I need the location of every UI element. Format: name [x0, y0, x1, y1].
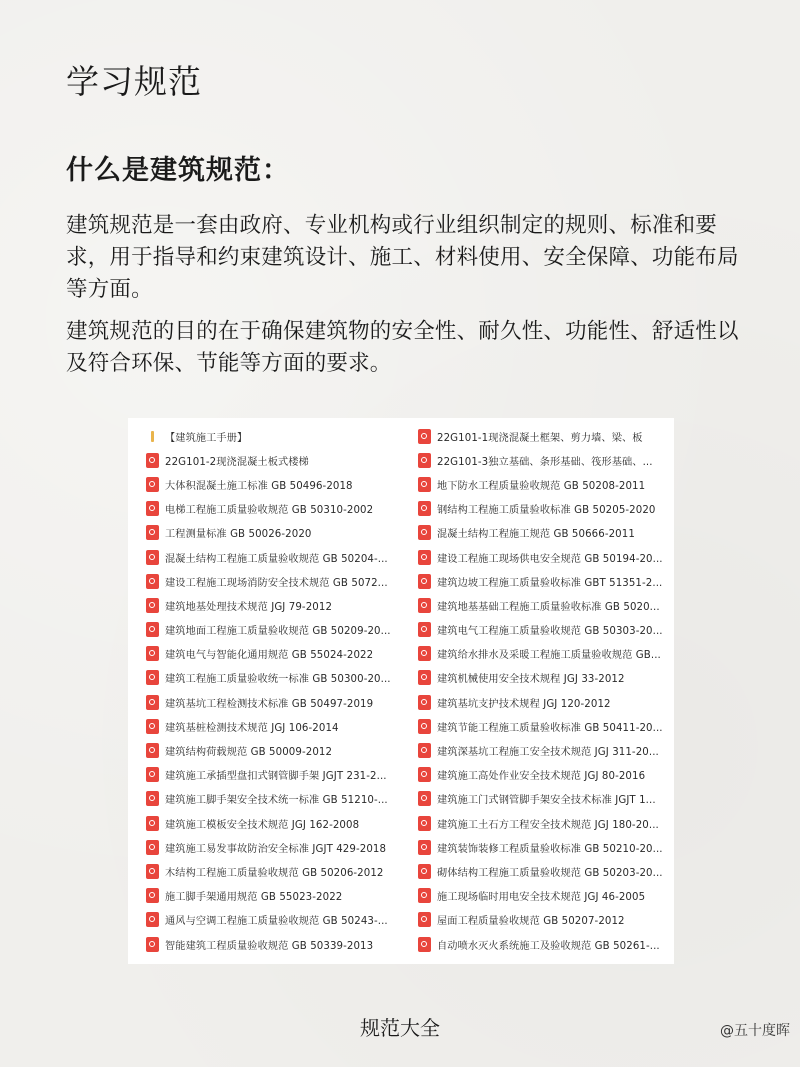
pdf-icon: [146, 501, 159, 516]
pdf-icon: [146, 840, 159, 855]
file-name: 建筑深基坑工程施工安全技术规范 JGJ 311-20...: [437, 747, 659, 759]
file-name: 22G101-2现浇混凝土板式楼梯: [165, 456, 309, 468]
file-list-item[interactable]: [128, 521, 400, 545]
file-list-grid: [128, 424, 674, 956]
file-name: 大体积混凝土施工标准 GB 50496-2018: [165, 480, 353, 492]
file-name: 通风与空调工程施工质量验收规范 GB 50243-...: [165, 916, 388, 928]
file-name: 木结构工程施工质量验收规范 GB 50206-2012: [165, 867, 384, 879]
file-list-item[interactable]: [128, 787, 400, 811]
file-name: 建筑施工承插型盘扣式钢管脚手架 JGJT 231-2...: [165, 771, 387, 783]
pdf-icon: [418, 574, 431, 589]
file-name: 建筑基桩检测技术规范 JGJ 106-2014: [165, 722, 339, 734]
pdf-icon: [146, 888, 159, 903]
file-name: 建筑地基处理技术规范 JGJ 79-2012: [165, 601, 333, 613]
file-list-item[interactable]: [128, 424, 400, 448]
file-list-item[interactable]: [128, 714, 400, 738]
file-list-item[interactable]: [400, 787, 672, 811]
pdf-icon: [418, 767, 431, 782]
file-name: 建筑施工高处作业安全技术规范 JGJ 80-2016: [437, 771, 646, 783]
file-list-item[interactable]: [400, 738, 672, 762]
file-list-item[interactable]: [400, 763, 672, 787]
file-name: 建筑电气工程施工质量验收规范 GB 50303-20...: [437, 626, 663, 638]
file-list-item[interactable]: [400, 690, 672, 714]
file-name: 【建筑施工手册】: [165, 432, 248, 444]
pdf-icon: [146, 453, 159, 468]
file-list-item[interactable]: [128, 593, 400, 617]
pdf-icon: [146, 670, 159, 685]
pdf-icon: [146, 574, 159, 589]
pdf-icon: [418, 791, 431, 806]
file-name: 建筑施工门式钢管脚手架安全技术标准 JGJT 1...: [437, 795, 656, 807]
file-name: 建筑施工脚手架安全技术统一标准 GB 51210-...: [165, 795, 388, 807]
pdf-icon: [418, 743, 431, 758]
file-name: 混凝土结构工程施工规范 GB 50666-2011: [437, 529, 635, 541]
file-list-item[interactable]: [128, 835, 400, 859]
pdf-icon: [418, 816, 431, 831]
pdf-icon: [146, 525, 159, 540]
file-list-item[interactable]: [400, 569, 672, 593]
file-list-item[interactable]: [128, 569, 400, 593]
pdf-icon: [146, 598, 159, 613]
file-name: 地下防水工程质量验收规范 GB 50208-2011: [437, 480, 646, 492]
file-name: 建筑施工模板安全技术规范 JGJ 162-2008: [165, 819, 360, 831]
file-name: 建筑节能工程施工质量验收标准 GB 50411-20...: [437, 722, 663, 734]
file-list-item[interactable]: [400, 497, 672, 521]
pdf-icon: [146, 864, 159, 879]
file-name: 屋面工程质量验收规范 GB 50207-2012: [437, 916, 625, 928]
file-list-item[interactable]: [400, 811, 672, 835]
pdf-icon: [146, 550, 159, 565]
file-list-item[interactable]: [400, 545, 672, 569]
file-list-item[interactable]: [128, 642, 400, 666]
file-list-item[interactable]: [128, 497, 400, 521]
page-title: 学习规范: [66, 62, 202, 101]
pdf-icon: [418, 550, 431, 565]
paragraph-purpose: 建筑规范的目的在于确保建筑物的安全性、耐久性、功能性、舒适性以及符合环保、节能等方面的要求。: [66, 319, 739, 376]
pdf-icon: [418, 695, 431, 710]
pdf-icon: [418, 840, 431, 855]
file-list-item[interactable]: [400, 932, 672, 956]
file-list-item[interactable]: [128, 884, 400, 908]
file-list-item[interactable]: [128, 738, 400, 762]
pdf-icon: [146, 743, 159, 758]
file-list-item[interactable]: [400, 859, 672, 883]
file-name: 砌体结构工程施工质量验收规范 GB 50203-20...: [437, 867, 663, 879]
pdf-icon: [146, 622, 159, 637]
file-list-item[interactable]: [400, 593, 672, 617]
pdf-icon: [418, 598, 431, 613]
file-list-item[interactable]: [128, 859, 400, 883]
file-name: 建筑结构荷载规范 GB 50009-2012: [165, 747, 333, 759]
file-list-item[interactable]: [128, 763, 400, 787]
file-list-item[interactable]: [400, 618, 672, 642]
file-name: 建筑工程施工质量验收统一标准 GB 50300-20...: [165, 674, 391, 686]
pdf-icon: [146, 912, 159, 927]
file-name: 自动喷水灭火系统施工及验收规范 GB 50261-...: [437, 940, 660, 952]
pdf-icon: [146, 477, 159, 492]
file-name: 建筑施工土石方工程安全技术规范 JGJ 180-20...: [437, 819, 659, 831]
file-list-item[interactable]: [128, 666, 400, 690]
file-name: 建筑边坡工程施工质量验收标准 GBT 51351-2...: [437, 577, 663, 589]
file-name: 建筑地面工程施工质量验收规范 GB 50209-20...: [165, 626, 391, 638]
file-list-item[interactable]: [128, 932, 400, 956]
pdf-icon: [146, 695, 159, 710]
pdf-icon: [418, 453, 431, 468]
file-name: 钢结构工程施工质量验收标准 GB 50205-2020: [437, 505, 656, 517]
file-list-item[interactable]: [400, 908, 672, 932]
pdf-icon: [418, 622, 431, 637]
file-name: 智能建筑工程质量验收规范 GB 50339-2013: [165, 940, 374, 952]
file-list-item[interactable]: [400, 521, 672, 545]
file-name: 22G101-1现浇混凝土框架、剪力墙、梁、板: [437, 432, 643, 444]
file-list-item[interactable]: [400, 666, 672, 690]
file-name: 建筑机械使用安全技术规程 JGJ 33-2012: [437, 674, 625, 686]
file-name: 建设工程施工现场供电安全规范 GB 50194-20...: [437, 553, 663, 565]
pdf-icon: [418, 501, 431, 516]
file-name: 混凝土结构工程施工质量验收规范 GB 50204-...: [165, 553, 388, 565]
pdf-icon: [418, 477, 431, 492]
pdf-icon: [146, 937, 159, 952]
caption: 规范大全: [360, 1016, 440, 1040]
pdf-icon: [418, 719, 431, 734]
file-name: 建筑基坑工程检测技术标准 GB 50497-2019: [165, 698, 374, 710]
pdf-icon: [418, 429, 431, 444]
file-list-item[interactable]: [400, 472, 672, 496]
file-list-item[interactable]: [400, 448, 672, 472]
folder-icon: [146, 429, 159, 444]
file-list-item[interactable]: [128, 448, 400, 472]
file-list-screenshot: [128, 418, 674, 964]
paragraph-definition: 建筑规范是一套由政府、专业机构或行业组织制定的规则、标准和要求，用于指导和约束建筑设计、施工、材料使用、安全保障、功能布局等方面。: [66, 213, 739, 302]
pdf-icon: [418, 525, 431, 540]
file-name: 建设工程施工现场消防安全技术规范 GB 5072...: [165, 577, 388, 589]
pdf-icon: [418, 646, 431, 661]
file-list-item[interactable]: [128, 472, 400, 496]
file-name: 建筑装饰装修工程质量验收标准 GB 50210-20...: [437, 843, 663, 855]
file-name: 建筑给水排水及采暖工程施工质量验收规范 GB...: [437, 650, 661, 662]
file-list-item[interactable]: [128, 908, 400, 932]
file-list-item[interactable]: [128, 811, 400, 835]
file-name: 建筑施工易发事故防治安全标准 JGJT 429-2018: [165, 843, 387, 855]
pdf-icon: [418, 864, 431, 879]
author-watermark: @五十度晖: [720, 1023, 790, 1039]
pdf-icon: [146, 816, 159, 831]
file-list-item[interactable]: [400, 714, 672, 738]
file-list-item[interactable]: [400, 424, 672, 448]
file-name: 建筑电气与智能化通用规范 GB 55024-2022: [165, 650, 374, 662]
file-name: 工程测量标准 GB 50026-2020: [165, 529, 312, 541]
section-heading: 什么是建筑规范：: [66, 155, 290, 186]
pdf-icon: [418, 670, 431, 685]
pdf-icon: [146, 767, 159, 782]
file-list-item[interactable]: [400, 835, 672, 859]
file-name: 施工现场临时用电安全技术规范 JGJ 46-2005: [437, 892, 646, 904]
pdf-icon: [418, 937, 431, 952]
file-name: 施工脚手架通用规范 GB 55023-2022: [165, 892, 343, 904]
file-name: 建筑基坑支护技术规程 JGJ 120-2012: [437, 698, 611, 710]
file-list-item[interactable]: [128, 690, 400, 714]
pdf-icon: [418, 888, 431, 903]
file-list-item[interactable]: [128, 545, 400, 569]
pdf-icon: [146, 719, 159, 734]
file-name: 22G101-3独立基础、条形基础、筏形基础、...: [437, 456, 653, 468]
file-name: 电梯工程施工质量验收规范 GB 50310-2002: [165, 505, 374, 517]
file-list-item[interactable]: [128, 618, 400, 642]
file-list-item[interactable]: [400, 884, 672, 908]
pdf-icon: [146, 646, 159, 661]
pdf-icon: [146, 791, 159, 806]
file-list-item[interactable]: [400, 642, 672, 666]
pdf-icon: [418, 912, 431, 927]
file-name: 建筑地基基础工程施工质量验收标准 GB 5020...: [437, 601, 660, 613]
